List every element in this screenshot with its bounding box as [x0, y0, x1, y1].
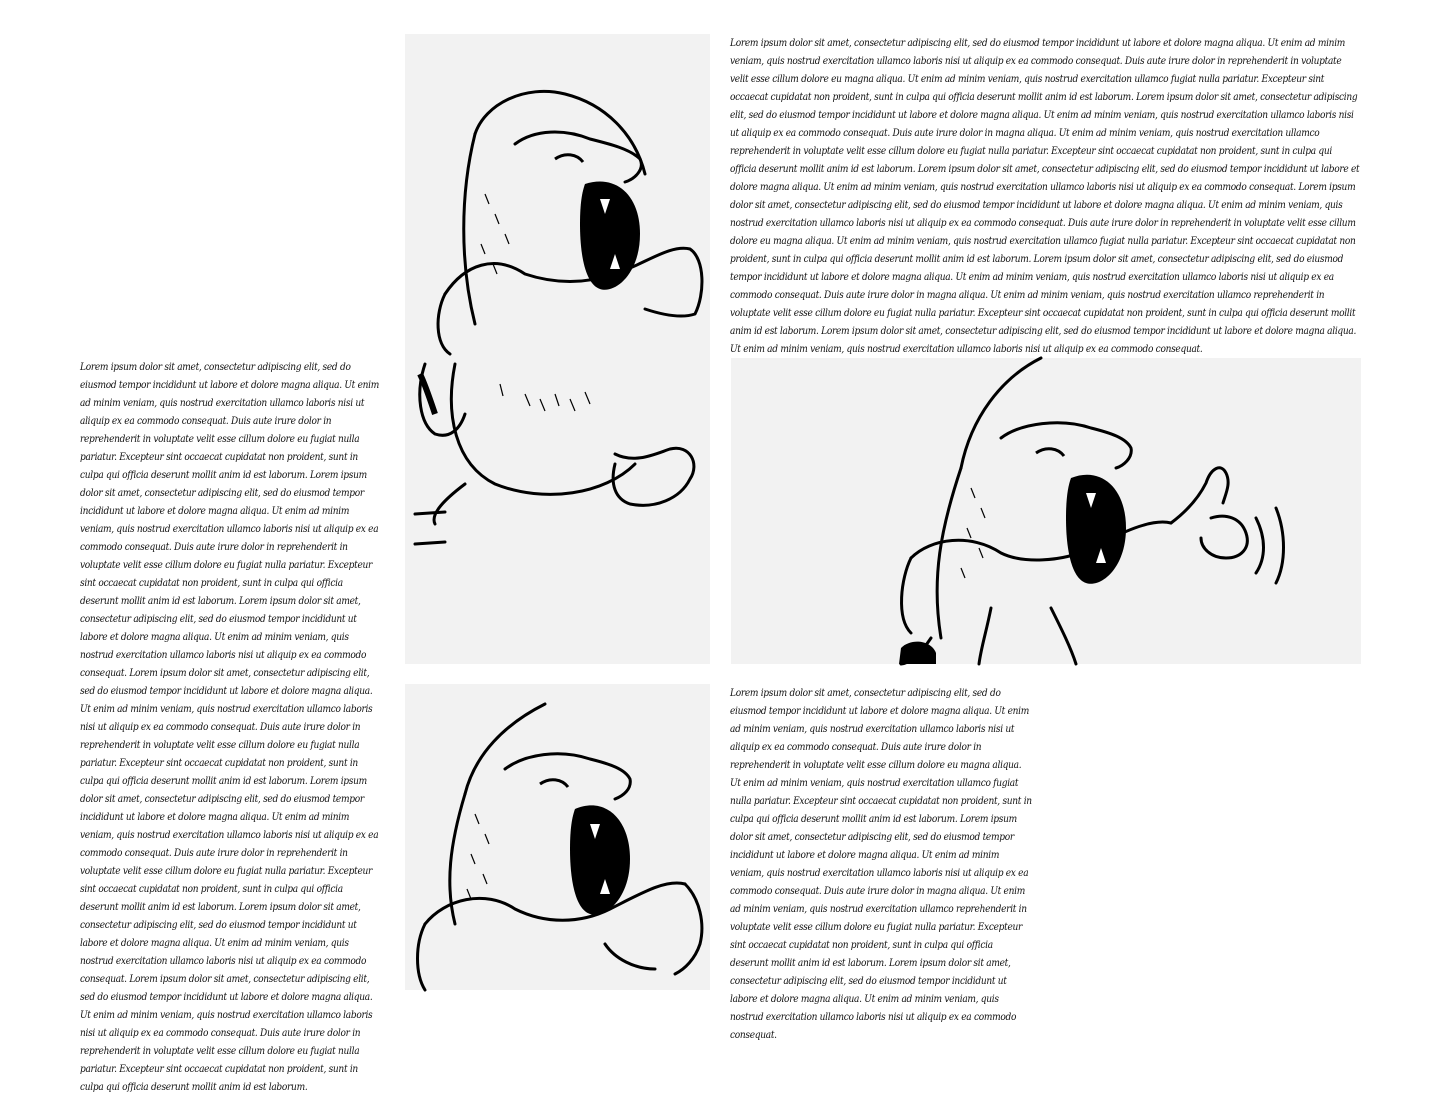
cartoon-creature-illustration: [405, 34, 710, 664]
illustration-panel-tall: [405, 34, 710, 664]
body-text-bottom-right: Lorem ipsum dolor sit amet, consectetur adipiscing elit, sed do eiusmod tempor incididunt ut labore et dolore magna aliqua. Ut enim ad minim veniam, quis nostrud exercitation ullamco laboris nisi ut aliquip ex ea commodo consequat. Duis aute irure dolor in reprehenderit in voluptate velit esse cillum dolore eu magna aliqua. Ut enim ad minim veniam, quis nostrud exercitation ullamco fugiat nulla pariatur. Excepteur sint occaecat cupidatat non proident, sunt in culpa qui officia deserunt mollit anim id est laborum. Lorem ipsum dolor sit amet, consectetur adipiscing elit, sed do eiusmod tempor incididunt ut labore et dolore magna aliqua. Ut enim ad minim veniam, quis nostrud exercitation ullamco laboris nisi ut aliquip ex ea commodo consequat. Duis aute irure dolor in magna aliqua. Ut enim ad minim veniam, quis nostrud exercitation ullamco reprehenderit in voluptate velit esse cillum dolore eu fugiat nulla pariatur. Excepteur sint occaecat cupidatat non proident, sunt in culpa qui officia deserunt mollit anim id est laborum. Lorem ipsum dolor sit amet, consectetur adipiscing elit, sed do eiusmod tempor incididunt ut labore et dolore magna aliqua. Ut enim ad minim veniam, quis nostrud exercitation ullamco laboris nisi ut aliquip ex ea commodo consequat.: [730, 687, 1032, 1041]
cartoon-creature-illustration: [405, 684, 710, 990]
body-text-top-right: Lorem ipsum dolor sit amet, consectetur adipiscing elit, sed do eiusmod tempor incididunt ut labore et dolore magna aliqua. Ut enim ad minim veniam, quis nostrud exercitation ullamco laboris nisi ut aliquip ex ea commodo consequat. Duis aute irure dolor in reprehenderit in voluptate velit esse cillum dolore eu magna aliqua. Ut enim ad minim veniam, quis nostrud exercitation ullamco fugiat nulla pariatur. Excepteur sint occaecat cupidatat non proident, sunt in culpa qui officia deserunt mollit anim id est laborum. Lorem ipsum dolor sit amet, consectetur adipiscing elit, sed do eiusmod tempor incididunt ut labore et dolore magna aliqua. Ut enim ad minim veniam, quis nostrud exercitation ullamco laboris nisi ut aliquip ex ea commodo consequat. Duis aute irure dolor in magna aliqua. Ut enim ad minim veniam, quis nostrud exercitation ullamco reprehenderit in voluptate velit esse cillum dolore eu fugiat nulla pariatur. Excepteur sint occaecat cupidatat non proident, sunt in culpa qui officia deserunt mollit anim id est laborum. Lorem ipsum dolor sit amet, consectetur adipiscing elit, sed do eiusmod tempor incididunt ut labore et dolore magna aliqua. Ut enim ad minim veniam, quis nostrud exercitation ullamco laboris nisi ut aliquip ex ea commodo consequat. Lorem ipsum dolor sit amet, consectetur adipiscing elit, sed do eiusmod tempor incididunt ut labore et dolore magna aliqua. Ut enim ad minim veniam, quis nostrud exercitation ullamco laboris nisi ut aliquip ex ea commodo consequat. Duis aute irure dolor in reprehenderit in voluptate velit esse cillum dolore eu magna aliqua. Ut enim ad minim veniam, quis nostrud exercitation ullamco fugiat nulla pariatur. Excepteur sint occaecat cupidatat non proident, sunt in culpa qui officia deserunt mollit anim id est laborum. Lorem ipsum dolor sit amet, consectetur adipiscing elit, sed do eiusmod tempor incididunt ut labore et dolore magna aliqua. Ut enim ad minim veniam, quis nostrud exercitation ullamco laboris nisi ut aliquip ex ea commodo consequat. Duis aute irure dolor in magna aliqua. Ut enim ad minim veniam, quis nostrud exercitation ullamco reprehenderit in voluptate velit esse cillum dolore eu fugiat nulla pariatur. Excepteur sint occaecat cupidatat non proident, sunt in culpa qui officia deserunt mollit anim id est laborum. Lorem ipsum dolor sit amet, consectetur adipiscing elit, sed do eiusmod tempor incididunt ut labore et dolore magna aliqua. Ut enim ad minim veniam, quis nostrud exercitation ullamco laboris nisi ut aliquip ex ea commodo consequat.: [730, 37, 1360, 355]
cartoon-creature-illustration: [731, 358, 1361, 664]
illustration-panel-square: [405, 684, 710, 990]
illustration-panel-wide: [731, 358, 1361, 664]
body-text-left: Lorem ipsum dolor sit amet, consectetur adipiscing elit, sed do eiusmod tempor incididunt ut labore et dolore magna aliqua. Ut enim ad minim veniam, quis nostrud exercitation ullamco laboris nisi ut aliquip ex ea commodo consequat. Duis aute irure dolor in reprehenderit in voluptate velit esse cillum dolore eu fugiat nulla pariatur. Excepteur sint occaecat cupidatat non proident, sunt in culpa qui officia deserunt mollit anim id est laborum. Lorem ipsum dolor sit amet, consectetur adipiscing elit, sed do eiusmod tempor incididunt ut labore et dolore magna aliqua. Ut enim ad minim veniam, quis nostrud exercitation ullamco laboris nisi ut aliquip ex ea commodo consequat. Duis aute irure dolor in reprehenderit in voluptate velit esse cillum dolore eu fugiat nulla pariatur. Excepteur sint occaecat cupidatat non proident, sunt in culpa qui officia deserunt mollit anim id est laborum. Lorem ipsum dolor sit amet, consectetur adipiscing elit, sed do eiusmod tempor incididunt ut labore et dolore magna aliqua. Ut enim ad minim veniam, quis nostrud exercitation ullamco laboris nisi ut aliquip ex ea commodo consequat. Lorem ipsum dolor sit amet, consectetur adipiscing elit, sed do eiusmod tempor incididunt ut labore et dolore magna aliqua. Ut enim ad minim veniam, quis nostrud exercitation ullamco laboris nisi ut aliquip ex ea commodo consequat. Duis aute irure dolor in reprehenderit in voluptate velit esse cillum dolore eu fugiat nulla pariatur. Excepteur sint occaecat cupidatat non proident, sunt in culpa qui officia deserunt mollit anim id est laborum. Lorem ipsum dolor sit amet, consectetur adipiscing elit, sed do eiusmod tempor incididunt ut labore et dolore magna aliqua. Ut enim ad minim veniam, quis nostrud exercitation ullamco laboris nisi ut aliquip ex ea commodo consequat. Duis aute irure dolor in reprehenderit in voluptate velit esse cillum dolore eu fugiat nulla pariatur. Excepteur sint occaecat cupidatat non proident, sunt in culpa qui officia deserunt mollit anim id est laborum. Lorem ipsum dolor sit amet, consectetur adipiscing elit, sed do eiusmod tempor incididunt ut labore et dolore magna aliqua. Ut enim ad minim veniam, quis nostrud exercitation ullamco laboris nisi ut aliquip ex ea commodo consequat. Lorem ipsum dolor sit amet, consectetur adipiscing elit, sed do eiusmod tempor incididunt ut labore et dolore magna aliqua. Ut enim ad minim veniam, quis nostrud exercitation ullamco laboris nisi ut aliquip ex ea commodo consequat. Duis aute irure dolor in reprehenderit in voluptate velit esse cillum dolore eu fugiat nulla pariatur. Excepteur sint occaecat cupidatat non proident, sunt in culpa qui officia deserunt mollit anim id est laborum.: [80, 361, 379, 1093]
